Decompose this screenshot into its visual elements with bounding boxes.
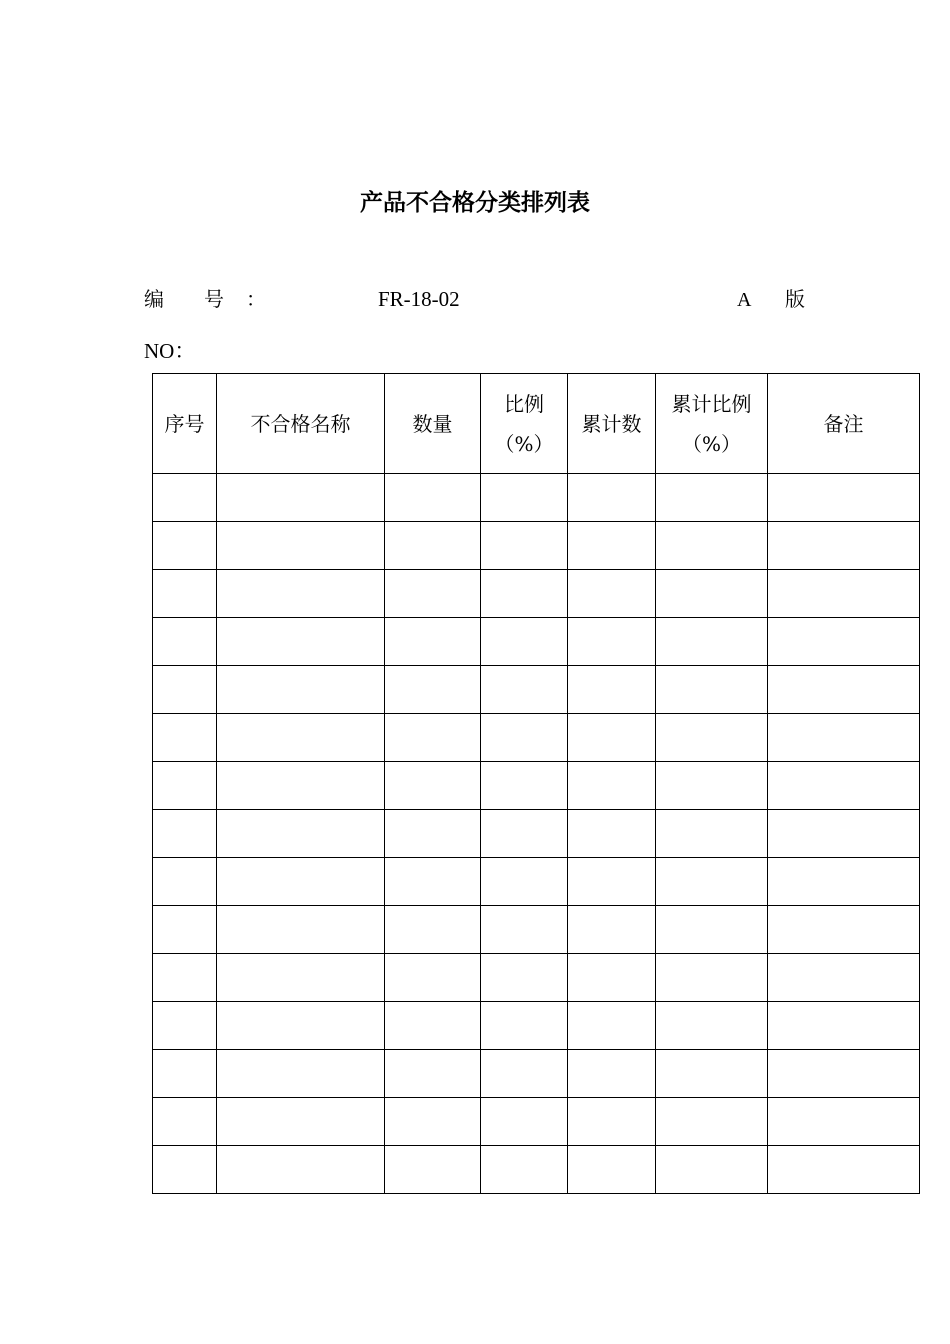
table-cell[interactable] <box>568 522 656 570</box>
table-cell[interactable] <box>153 1098 217 1146</box>
table-cell[interactable] <box>481 1098 568 1146</box>
table-cell[interactable] <box>481 1146 568 1194</box>
code-label-char-1: 编 <box>144 287 164 311</box>
table-cell[interactable] <box>153 906 217 954</box>
table-cell[interactable] <box>568 1050 656 1098</box>
table-cell[interactable] <box>153 522 217 570</box>
table-cell[interactable] <box>768 1002 920 1050</box>
table-cell[interactable] <box>768 618 920 666</box>
table-cell[interactable] <box>385 1098 481 1146</box>
table-cell[interactable] <box>481 570 568 618</box>
table-cell[interactable] <box>481 1050 568 1098</box>
table-cell[interactable] <box>481 954 568 1002</box>
table-row <box>153 1098 920 1146</box>
table-cell[interactable] <box>768 810 920 858</box>
table-cell[interactable] <box>217 570 385 618</box>
header-line-2: （%） <box>494 431 554 456</box>
header-line-1: 累计数 <box>581 411 642 436</box>
table-cell[interactable] <box>481 906 568 954</box>
table-cell[interactable] <box>153 618 217 666</box>
table-cell[interactable] <box>656 954 768 1002</box>
table-cell[interactable] <box>768 1050 920 1098</box>
version-char: 版 <box>785 287 805 311</box>
table-cell[interactable] <box>385 1146 481 1194</box>
header-line-1: 序号 <box>164 411 205 436</box>
table-cell[interactable] <box>217 858 385 906</box>
table-cell[interactable] <box>656 522 768 570</box>
table-cell[interactable] <box>385 810 481 858</box>
table-cell[interactable] <box>768 1146 920 1194</box>
table-cell[interactable] <box>217 522 385 570</box>
table-row <box>153 714 920 762</box>
table-cell[interactable] <box>768 666 920 714</box>
table-cell[interactable] <box>568 618 656 666</box>
header-defect-name <box>217 374 385 474</box>
table-cell[interactable] <box>768 474 920 522</box>
table-row <box>153 1002 920 1050</box>
table-cell[interactable] <box>385 1050 481 1098</box>
table-cell[interactable] <box>568 810 656 858</box>
table-cell[interactable] <box>568 1002 656 1050</box>
table-cell[interactable] <box>217 666 385 714</box>
table-cell[interactable] <box>481 858 568 906</box>
table-cell[interactable] <box>153 474 217 522</box>
table-cell[interactable] <box>385 954 481 1002</box>
table-cell[interactable] <box>656 762 768 810</box>
table-cell[interactable] <box>153 666 217 714</box>
table-row <box>153 906 920 954</box>
table-cell[interactable] <box>568 954 656 1002</box>
table-cell[interactable] <box>568 1146 656 1194</box>
header-line-1: 比例 <box>504 391 544 416</box>
table-cell[interactable] <box>217 1050 385 1098</box>
table-row <box>153 1146 920 1194</box>
table-cell[interactable] <box>217 762 385 810</box>
table-cell[interactable] <box>656 570 768 618</box>
code-value: FR-18-02 <box>378 287 460 311</box>
header-remarks <box>768 374 920 474</box>
version-label <box>737 286 805 313</box>
header-cumulative <box>568 374 656 474</box>
table-cell[interactable] <box>385 474 481 522</box>
table-cell[interactable] <box>153 810 217 858</box>
table-cell[interactable] <box>385 618 481 666</box>
table-row <box>153 474 920 522</box>
table-cell[interactable] <box>568 666 656 714</box>
header-line-1: 累计比例 <box>671 391 752 416</box>
table-cell[interactable] <box>768 1098 920 1146</box>
version-letter: A <box>737 289 752 311</box>
table-cell[interactable] <box>768 954 920 1002</box>
header-cumulative-ratio <box>656 374 768 474</box>
table-cell[interactable] <box>481 810 568 858</box>
table-cell[interactable] <box>481 1002 568 1050</box>
table-cell[interactable] <box>385 1002 481 1050</box>
table-cell[interactable] <box>656 714 768 762</box>
header-seq <box>153 374 217 474</box>
header-quantity <box>385 374 481 474</box>
table-row <box>153 954 920 1002</box>
table-cell[interactable] <box>153 1050 217 1098</box>
code-label-char-2: 号 <box>204 287 224 311</box>
defect-table <box>152 373 920 1194</box>
table-cell[interactable] <box>385 762 481 810</box>
table-cell[interactable] <box>385 714 481 762</box>
table-cell[interactable] <box>768 858 920 906</box>
table-cell[interactable] <box>217 810 385 858</box>
table-row <box>153 1050 920 1098</box>
table-cell[interactable] <box>153 1002 217 1050</box>
table-cell[interactable] <box>217 1002 385 1050</box>
table-cell[interactable] <box>217 618 385 666</box>
table-cell[interactable] <box>768 762 920 810</box>
table-row <box>153 570 920 618</box>
table-cell[interactable] <box>568 762 656 810</box>
table-cell[interactable] <box>153 570 217 618</box>
table-cell[interactable] <box>153 954 217 1002</box>
table-cell[interactable] <box>656 618 768 666</box>
table-cell[interactable] <box>481 762 568 810</box>
table-cell[interactable] <box>656 858 768 906</box>
table-cell[interactable] <box>385 666 481 714</box>
table-cell[interactable] <box>568 474 656 522</box>
header-ratio <box>481 374 568 474</box>
table-cell[interactable] <box>217 906 385 954</box>
table-row <box>153 618 920 666</box>
table-cell[interactable] <box>385 570 481 618</box>
table-cell[interactable] <box>656 906 768 954</box>
table-cell[interactable] <box>217 1098 385 1146</box>
table-cell[interactable] <box>768 522 920 570</box>
table-cell[interactable] <box>568 570 656 618</box>
table-cell[interactable] <box>656 810 768 858</box>
table-cell[interactable] <box>568 906 656 954</box>
table-cell[interactable] <box>656 1098 768 1146</box>
table-cell[interactable] <box>217 954 385 1002</box>
header-line-1: 数量 <box>412 411 453 436</box>
table-cell[interactable] <box>385 858 481 906</box>
code-label <box>144 286 266 312</box>
table-cell[interactable] <box>217 714 385 762</box>
table-row <box>153 858 920 906</box>
table-cell[interactable] <box>481 618 568 666</box>
table-cell[interactable] <box>217 1146 385 1194</box>
table-cell[interactable] <box>568 1098 656 1146</box>
table-cell[interactable] <box>656 1002 768 1050</box>
table-row <box>153 522 920 570</box>
table-cell[interactable] <box>568 858 656 906</box>
table-row <box>153 666 920 714</box>
table-cell[interactable] <box>385 522 481 570</box>
table-cell[interactable] <box>217 474 385 522</box>
table-cell[interactable] <box>568 714 656 762</box>
table-cell[interactable] <box>656 1146 768 1194</box>
table-cell[interactable] <box>656 1050 768 1098</box>
table-cell[interactable] <box>153 714 217 762</box>
table-cell[interactable] <box>768 570 920 618</box>
table-cell[interactable] <box>153 858 217 906</box>
table-cell[interactable] <box>768 906 920 954</box>
table-cell[interactable] <box>481 714 568 762</box>
code-label-colon: ： <box>246 287 266 311</box>
table-cell[interactable] <box>153 1146 217 1194</box>
table-row <box>153 810 920 858</box>
no-label: NO： <box>144 339 196 363</box>
document-title: 产品不合格分类排列表 <box>360 189 590 216</box>
table-cell[interactable] <box>385 906 481 954</box>
header-line-1: 备注 <box>823 411 864 436</box>
table-cell[interactable] <box>481 666 568 714</box>
table-header-row <box>153 374 920 474</box>
table-body <box>153 474 920 1194</box>
table-cell[interactable] <box>481 522 568 570</box>
table-row <box>153 762 920 810</box>
table-cell[interactable] <box>153 762 217 810</box>
header-line-2: （%） <box>681 431 741 456</box>
table-cell[interactable] <box>481 474 568 522</box>
header-line-1: 不合格名称 <box>250 411 351 436</box>
table-cell[interactable] <box>656 474 768 522</box>
table-cell[interactable] <box>656 666 768 714</box>
table-cell[interactable] <box>768 714 920 762</box>
